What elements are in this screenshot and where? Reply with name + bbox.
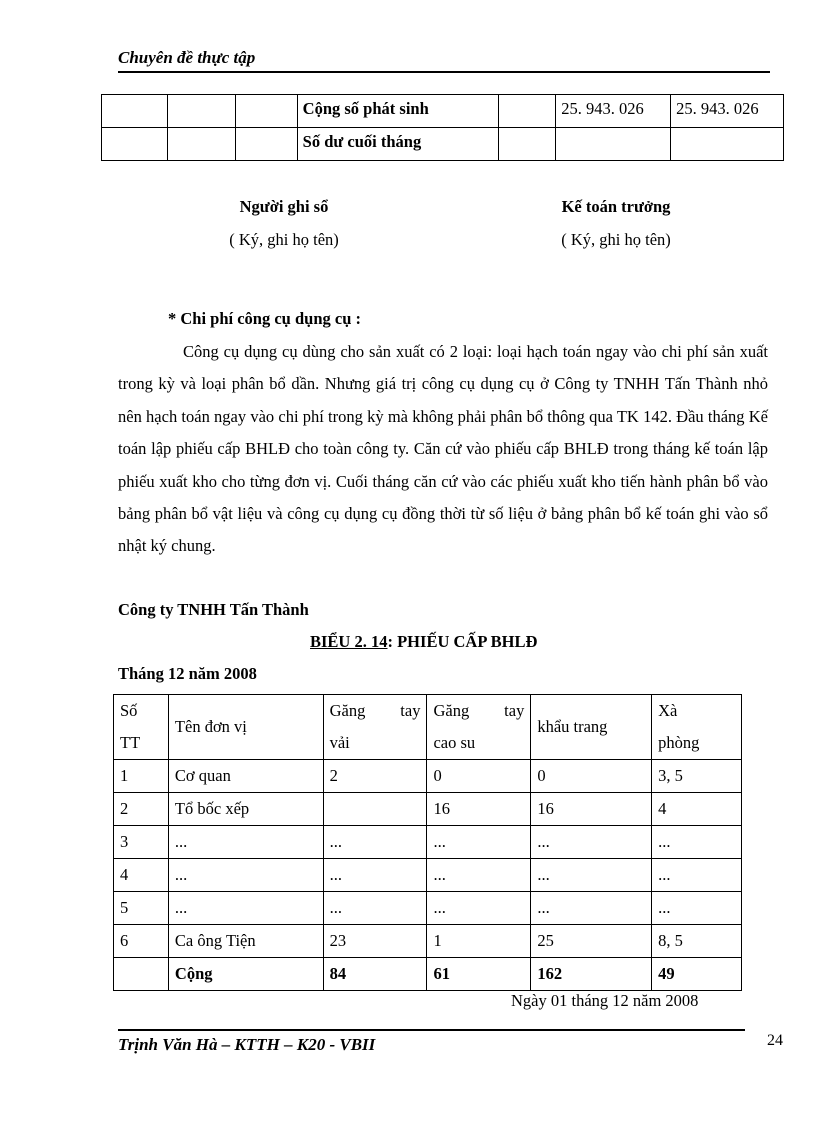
page-number: 24 [767,1032,783,1049]
form-title [310,632,537,652]
header-rule [118,71,770,73]
header-stt: Số TT [114,695,169,760]
table-row: 3 ... ... ... ... ... [114,826,742,859]
footer-author: Trịnh Văn Hà – KTTH – K20 - VBII [118,1035,376,1054]
table-row [102,128,784,161]
table-total-row: Cộng 84 61 162 49 [114,958,742,991]
table-cell [556,128,671,161]
table-row: 4 ... ... ... ... ... [114,859,742,892]
form-month: Tháng 12 năm 2008 [118,664,257,683]
signature-right-title: Kế toán trưởng [561,197,671,216]
table-cell [671,128,784,161]
ledger-table [101,94,784,161]
header-unit: Tên đơn vị [168,695,323,760]
form-title-text: : PHIẾU CẤP BHLĐ [387,632,538,651]
signature-left-note: ( Ký, ghi họ tên) [229,230,339,249]
table-row: 2 Tổ bốc xếp 16 16 4 [114,793,742,826]
header-xa-phong: Xà phòng [652,695,742,760]
table-header-row [114,695,742,760]
footer-rule [118,1029,745,1031]
table-row [102,95,784,128]
header-gang-cao-su: Găng tay cao su [427,695,531,760]
table-row: 1 Cơ quan 2 0 0 3, 5 [114,760,742,793]
bhld-table [113,694,742,991]
signature-left-title: Người ghi sổ [239,197,329,216]
table-row: 6 Ca ông Tiện 23 1 25 8, 5 [114,925,742,958]
date-line: Ngày 01 tháng 12 năm 2008 [511,991,699,1010]
header-khau-trang: khẩu trang [531,695,652,760]
table-cell: Số dư cuối tháng [297,128,499,161]
form-title-code: BIỂU 2. 14 [310,632,388,651]
company-name: Công ty TNHH Tấn Thành [118,600,309,619]
table-row: 5 ... ... ... ... ... [114,892,742,925]
body-paragraph: Công cụ dụng cụ dùng cho sản xuất có 2 loại: loại hạch toán ngay vào chi phí sản xuất trong kỳ và loại phân bổ dần. Nhưng giá trị công cụ dụng cụ ở Công ty TNHH Tấn Thành nhỏ nên hạch toán ngay vào chi phí trong kỳ mà không phải phân bổ thông qua TK 142. Đầu tháng Kế toán lập phiếu cấp BHLĐ cho toàn công ty. Căn cứ vào phiếu cấp BHLĐ trong tháng kế toán lập phiếu xuất kho cho từng đơn vị. Cuối tháng căn cứ vào các phiếu xuất kho tiến hành phân bổ vào bảng phân bổ vật liệu và công cụ dụng cụ đồng thời từ số liệu ở bảng phân bổ kế toán ghi vào sổ nhật ký chung. [118,342,768,556]
table-cell: Cộng số phát sinh [297,95,499,128]
header-title: Chuyên đề thực tập [118,48,256,67]
header-gang-vai: Găng tay vải [323,695,427,760]
table-cell: 25. 943. 026 [671,95,784,128]
signature-right-note: ( Ký, ghi họ tên) [561,230,671,249]
section-heading: * Chi phí công cụ dụng cụ : [168,309,362,328]
table-cell: 25. 943. 026 [556,95,671,128]
